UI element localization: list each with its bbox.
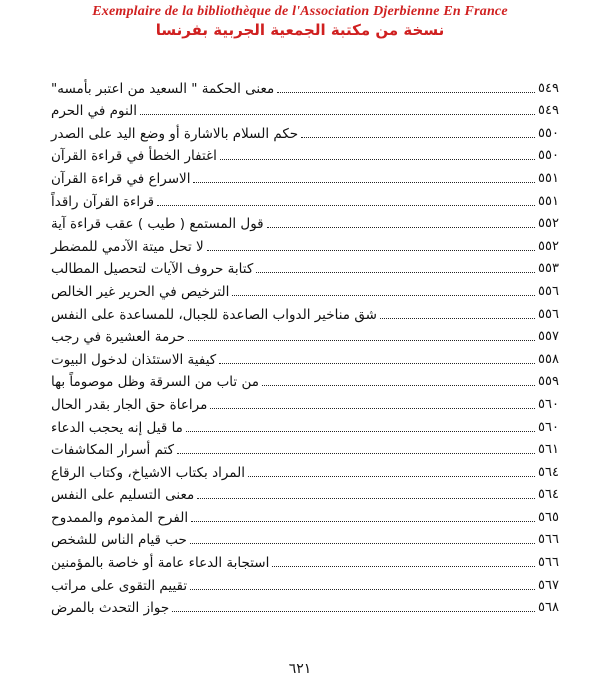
toc-entry-page: ٥٦٨ bbox=[538, 600, 559, 616]
toc-entry bbox=[48, 98, 572, 121]
toc-entry bbox=[48, 459, 572, 482]
dot-leader bbox=[248, 476, 535, 477]
toc-entry-title: من تاب من السرقة وظل موصوماً بها bbox=[51, 374, 259, 391]
toc-entry-title: كتابة حروف الآيات لتحصيل المطالب bbox=[51, 261, 254, 278]
dot-leader bbox=[267, 227, 535, 228]
toc-entry bbox=[48, 437, 572, 460]
toc-entry bbox=[48, 414, 572, 437]
toc-entry-title: شق مناخير الدواب الصاعدة للجبال، للمساعدة على النفس bbox=[51, 306, 377, 323]
toc-entry-page: ٥٥٢ bbox=[538, 238, 559, 254]
toc-entry bbox=[48, 527, 572, 550]
toc-entry-page: ٥٥٢ bbox=[538, 216, 559, 232]
toc-entry-page: ٥٦٦ bbox=[538, 532, 559, 548]
toc-entry-page: ٥٥٨ bbox=[538, 351, 559, 367]
toc-entry-title: ما قيل إنه يحجب الدعاء bbox=[51, 419, 183, 436]
toc-entry-title: قراءة القرآن راقداً bbox=[51, 193, 155, 210]
dot-leader bbox=[256, 272, 535, 273]
toc-entry-page: ٥٤٩ bbox=[538, 103, 559, 119]
dot-leader bbox=[193, 182, 535, 183]
toc-entry-title: معنى التسليم على النفس bbox=[51, 487, 195, 504]
toc-entry-title: استجابة الدعاء عامة أو خاصة بالمؤمنين bbox=[51, 555, 270, 572]
dot-leader bbox=[220, 159, 535, 160]
toc-entry-page: ٥٦٤ bbox=[538, 464, 559, 480]
page-number: ٦٢١ bbox=[288, 661, 312, 677]
toc-entry-title: حب قيام الناس للشخص bbox=[51, 532, 187, 549]
dot-leader bbox=[277, 92, 535, 93]
toc-entry bbox=[48, 120, 572, 143]
dot-leader bbox=[380, 318, 535, 319]
dot-leader bbox=[232, 295, 535, 296]
toc-entry-title: المراد بكتاب الاشياخ، وكتاب الرقاع bbox=[51, 464, 245, 481]
toc-entry-page: ٥٦٠ bbox=[538, 419, 559, 435]
toc-entry bbox=[48, 369, 572, 392]
dot-leader bbox=[177, 453, 535, 454]
dot-leader bbox=[262, 385, 535, 386]
toc-entry-page: ٥٦٥ bbox=[538, 509, 559, 525]
toc-entry bbox=[48, 324, 572, 347]
library-stamp-arabic: نسخة من مكتبة الجمعية الجربية بفرنسا bbox=[155, 21, 445, 39]
dot-leader bbox=[197, 498, 535, 499]
toc-entry-page: ٥٥٠ bbox=[538, 148, 559, 164]
dot-leader bbox=[219, 363, 535, 364]
toc-entry bbox=[48, 233, 572, 256]
toc-entry bbox=[48, 504, 572, 527]
toc-entry-title: اغتفار الخطأ في قراءة القرآن bbox=[51, 148, 217, 165]
dot-leader bbox=[140, 114, 535, 115]
toc-entry bbox=[48, 278, 572, 301]
toc-entry-page: ٥٥٦ bbox=[538, 306, 559, 322]
toc-entry-title: معنى الحكمة " السعيد من اعتبر بأمسه" bbox=[51, 80, 275, 97]
toc-entry-title: لا تحل ميتة الآدمي للمضطر bbox=[51, 238, 204, 255]
toc-entry-page: ٥٥٩ bbox=[538, 374, 559, 390]
toc-entry bbox=[48, 572, 572, 595]
dot-leader bbox=[191, 521, 535, 522]
toc-entry bbox=[48, 346, 572, 369]
toc-entry bbox=[48, 595, 572, 618]
toc-entry-title: حرمة العشيرة في رجب bbox=[51, 329, 185, 346]
toc-entry-page: ٥٤٩ bbox=[538, 80, 559, 96]
toc-entry-title: الفرح المذموم والممدوح bbox=[51, 509, 189, 526]
toc-entry bbox=[48, 188, 572, 211]
toc-entry-title: جواز التحدث بالمرض bbox=[51, 600, 170, 617]
dot-leader bbox=[207, 250, 535, 251]
dot-leader bbox=[186, 431, 535, 432]
toc-entry bbox=[48, 301, 572, 324]
dot-leader bbox=[301, 137, 535, 138]
dot-leader bbox=[190, 589, 535, 590]
toc-entry-title: الاسراع في قراءة القرآن bbox=[51, 170, 191, 187]
dot-leader bbox=[190, 543, 535, 544]
toc-entry bbox=[48, 391, 572, 414]
table-of-contents bbox=[48, 75, 572, 617]
dot-leader bbox=[210, 408, 535, 409]
toc-entry-title: كتم أسرار المكاشفات bbox=[51, 442, 175, 459]
toc-entry-page: ٥٦٤ bbox=[538, 487, 559, 503]
dot-leader bbox=[272, 566, 535, 567]
toc-entry-page: ٥٦٠ bbox=[538, 396, 559, 412]
library-stamp-french: Exemplaire de la bibliothèque de l'Association Djerbienne En France bbox=[92, 4, 508, 19]
toc-entry-page: ٥٥٧ bbox=[538, 329, 559, 345]
toc-entry bbox=[48, 211, 572, 234]
toc-entry-page: ٥٦٧ bbox=[538, 577, 559, 593]
toc-entry-title: كيفية الاستئذان لدخول البيوت bbox=[51, 351, 217, 368]
toc-entry-title: الترخيص في الحرير غير الخالص bbox=[51, 283, 230, 300]
toc-entry bbox=[48, 143, 572, 166]
toc-entry bbox=[48, 165, 572, 188]
toc-entry bbox=[48, 75, 572, 98]
toc-entry bbox=[48, 256, 572, 279]
toc-entry-page: ٥٥١ bbox=[538, 193, 559, 209]
toc-entry-page: ٥٥١ bbox=[538, 170, 559, 186]
toc-entry-page: ٥٥٠ bbox=[538, 125, 559, 141]
toc-entry-title: مراعاة حق الجار بقدر الحال bbox=[51, 396, 208, 413]
toc-entry-page: ٥٦١ bbox=[538, 442, 559, 458]
library-stamp bbox=[0, 4, 600, 39]
dot-leader bbox=[188, 340, 535, 341]
toc-entry-title: حكم السلام بالاشارة أو وضع اليد على الصدر bbox=[51, 125, 299, 142]
toc-entry-page: ٥٥٣ bbox=[538, 261, 559, 277]
dot-leader bbox=[157, 205, 535, 206]
toc-entry-title: قول المستمع ( طيب ) عقب قراءة آية bbox=[51, 216, 264, 233]
toc-entry-page: ٥٥٦ bbox=[538, 283, 559, 299]
toc-entry-title: تقييم التقوى على مراتب bbox=[51, 577, 188, 594]
toc-entry bbox=[48, 549, 572, 572]
toc-entry bbox=[48, 482, 572, 505]
dot-leader bbox=[172, 611, 535, 612]
toc-entry-title: النوم في الحرم bbox=[51, 103, 137, 120]
toc-entry-page: ٥٦٦ bbox=[538, 555, 559, 571]
